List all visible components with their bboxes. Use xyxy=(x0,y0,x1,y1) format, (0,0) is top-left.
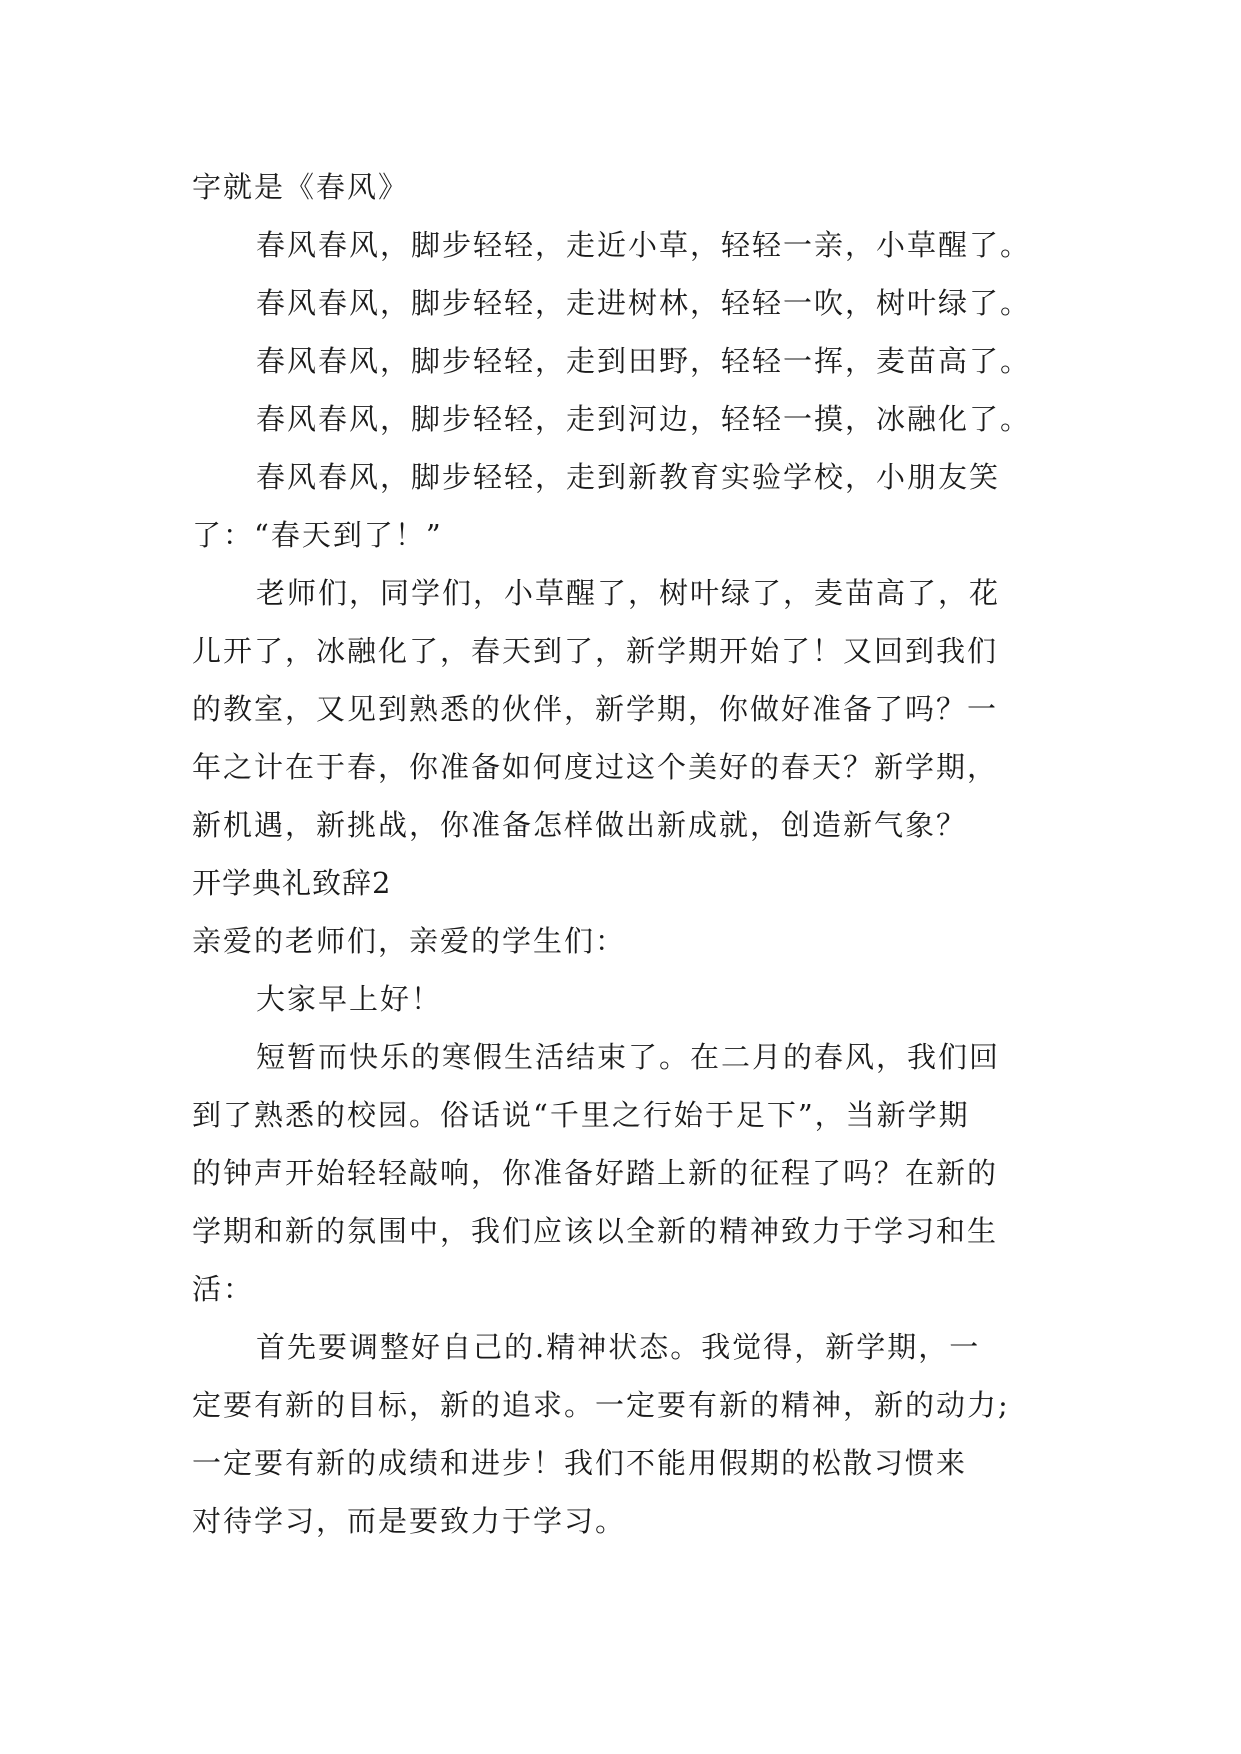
document-page xyxy=(192,158,1062,1550)
paragraph-line: 到了熟悉的校园。俗话说“千里之行始于足下”，当新学期 xyxy=(192,1098,970,1132)
poem-line: 春风春风，脚步轻轻，走到田野，轻轻一挥，麦苗高了。 xyxy=(256,344,1032,378)
paragraph-line: 年之计在于春，你准备如何度过这个美好的春天？新学期， xyxy=(192,750,999,784)
poem-line: 了：“春天到了！” xyxy=(192,518,443,552)
paragraph-line: 老师们，同学们，小草醒了，树叶绿了，麦苗高了，花 xyxy=(256,576,1001,610)
poem-line: 春风春风，脚步轻轻，走到新教育实验学校，小朋友笑 xyxy=(256,460,1001,494)
section-heading: 开学典礼致辞2 xyxy=(192,866,392,900)
salutation: 亲爱的老师们，亲爱的学生们： xyxy=(192,924,627,958)
paragraph-line: 短暂而快乐的寒假生活结束了。在二月的春风，我们回 xyxy=(256,1040,1001,1074)
paragraph-line: 定要有新的目标，新的追求。一定要有新的精神，新的动力; xyxy=(192,1388,1010,1422)
paragraph-line: 首先要调整好自己的.精神状态。我觉得，新学期，一 xyxy=(256,1330,981,1364)
paragraph-line: 的教室，又见到熟悉的伙伴，新学期，你做好准备了吗？一 xyxy=(192,692,999,726)
poem-line: 春风春风，脚步轻轻，走近小草，轻轻一亲，小草醒了。 xyxy=(256,228,1032,262)
paragraph-line: 新机遇，新挑战，你准备怎样做出新成就，创造新气象？ xyxy=(192,808,968,842)
paragraph-line: 学期和新的氛围中，我们应该以全新的精神致力于学习和生 xyxy=(192,1214,999,1248)
paragraph-line: 儿开了，冰融化了，春天到了，新学期开始了！又回到我们 xyxy=(192,634,999,668)
text-line: 字就是《春风》 xyxy=(192,170,410,204)
poem-line: 春风春风，脚步轻轻，走到河边，轻轻一摸，冰融化了。 xyxy=(256,402,1032,436)
paragraph-line: 对待学习，而是要致力于学习。 xyxy=(192,1504,627,1538)
poem-line: 春风春风，脚步轻轻，走进树林，轻轻一吹，树叶绿了。 xyxy=(256,286,1032,320)
paragraph-line: 的钟声开始轻轻敲响，你准备好踏上新的征程了吗？在新的 xyxy=(192,1156,999,1190)
paragraph-line: 一定要有新的成绩和进步！我们不能用假期的松散习惯来 xyxy=(192,1446,968,1480)
greeting: 大家早上好！ xyxy=(256,982,443,1016)
paragraph-line: 活： xyxy=(192,1272,255,1306)
